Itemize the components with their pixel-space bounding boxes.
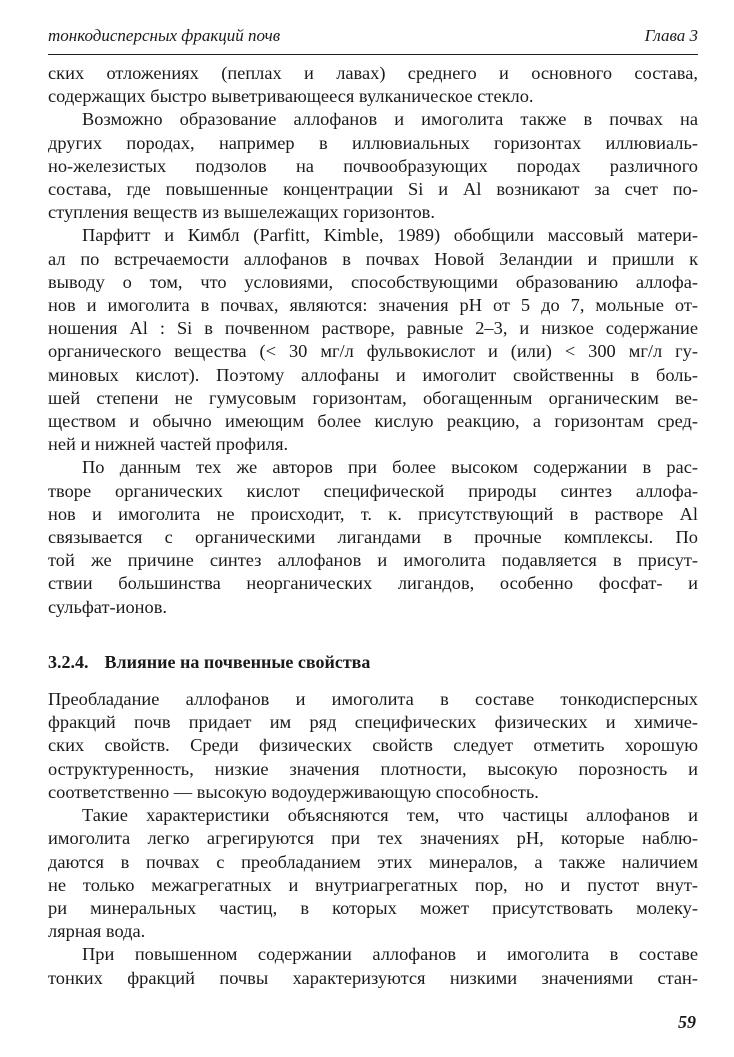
text-line: других породах, например в иллювиальных горизонтах иллювиаль-	[48, 132, 698, 153]
text-line: фракций почв придает им ряд специфических физических и химиче-	[48, 712, 698, 733]
paragraph	[48, 108, 698, 224]
page-number: 59	[678, 1012, 696, 1032]
text-line: Преобладание аллофанов и имоголита в составе тонкодисперсных	[48, 689, 698, 710]
text-line: ал по встречаемости аллофанов в почвах Новой Зеландии и пришли к	[48, 248, 698, 269]
page-body	[48, 62, 698, 990]
paragraphs-before-section	[48, 62, 698, 619]
text-line: ществом и обычно имеющим более кислую реакцию, а горизонтам сред-	[48, 411, 698, 432]
text-line: творе органических кислот специфической природы синтез аллофа-	[48, 480, 698, 501]
paragraph	[48, 62, 698, 108]
paragraph	[48, 804, 698, 943]
text-line: содержащих быстро выветривающееся вулканическое стекло.	[48, 86, 534, 107]
text-line: связывается с органическими лигандами в прочные комплексы. По	[48, 527, 698, 548]
text-line: ней и нижней частей профиля.	[48, 434, 289, 455]
paragraph	[48, 943, 698, 989]
text-line: ствии большинства неорганических лигандов, особенно фосфат- и	[48, 573, 698, 594]
section-number: 3.2.4.	[48, 651, 89, 672]
text-line: лярная вода.	[48, 921, 146, 942]
text-line: шей степени не гумусовым горизонтам, обогащенным органическим ве-	[48, 387, 698, 408]
text-line: ских свойств. Среди физических свойств следует отметить хорошую	[48, 735, 698, 756]
text-line: оструктуренность, низкие значения плотности, высокую порозность и	[48, 758, 698, 779]
text-line: ступления веществ из вышележащих горизонтов.	[48, 202, 435, 223]
text-line: миновых кислот). Поэтому аллофаны и имоголит свойственны в боль-	[48, 364, 698, 385]
text-line: но-железистых подзолов на почвообразующих породах различного	[48, 155, 698, 176]
paragraph	[48, 688, 698, 804]
text-line: По данным тех же авторов при более высоком содержании в рас-	[82, 457, 698, 478]
text-line: состава, где повышенные концентрации Si и Al возникают за счет по-	[48, 179, 698, 200]
text-line: При повышенном содержании аллофанов и имоголита в составе	[82, 944, 698, 965]
text-line: даются в почвах с преобладанием этих минералов, а также наличием	[48, 851, 698, 872]
text-line: тонких фракций почвы характеризуются низкими значениями стан-	[48, 967, 698, 988]
text-line: ских отложениях (пеплах и лавах) среднего и основного состава,	[48, 63, 698, 83]
text-line: той же причине синтез аллофанов и имоголита подавляется в присут-	[48, 550, 698, 571]
text-line: Такие характеристики объясняются тем, что частицы аллофанов и	[82, 805, 698, 826]
section-heading	[48, 651, 698, 674]
text-line: нов и имоголита в почвах, являются: значения pH от 5 до 7, мольные от-	[48, 295, 698, 316]
text-line: Возможно образование аллофанов и имоголита также в почвах на	[82, 109, 698, 130]
section-title: Влияние на почвенные свойства	[104, 651, 371, 672]
text-line: сульфат-ионов.	[48, 596, 167, 617]
text-line: соответственно — высокую водоудерживающую способность.	[48, 781, 539, 802]
text-line: ношения Al : Si в почвенном растворе, равные 2–3, и низкое содержание	[48, 318, 698, 339]
paragraph	[48, 224, 698, 456]
text-line: органического вещества (< 30 мг/л фульвокислот и (или) < 300 мг/л гу-	[48, 341, 698, 362]
paragraph	[48, 456, 698, 618]
paragraphs-after-section	[48, 688, 698, 990]
text-line: не только межагрегатных и внутриагрегатных пор, но и пустот внут-	[48, 874, 698, 895]
text-line: нов и имоголита не происходит, т. к. присутствующий в растворе Al	[48, 503, 698, 524]
text-line: Парфитт и Кимбл (Parfitt, Kimble, 1989) обобщили массовый матери-	[82, 225, 698, 246]
text-line: ри минеральных частиц, в которых может присутствовать молеку-	[48, 897, 698, 918]
text-line: имоголита легко агрегируются при тех значениях pH, которые наблю-	[48, 828, 698, 849]
running-header-chapter-topic: тонкодисперсных фракций почв	[48, 26, 281, 45]
running-header	[48, 26, 698, 55]
text-line: выводу о том, что условиями, способствующими образованию аллофа-	[48, 271, 698, 292]
running-header-chapter-number: Глава 3	[644, 26, 698, 45]
